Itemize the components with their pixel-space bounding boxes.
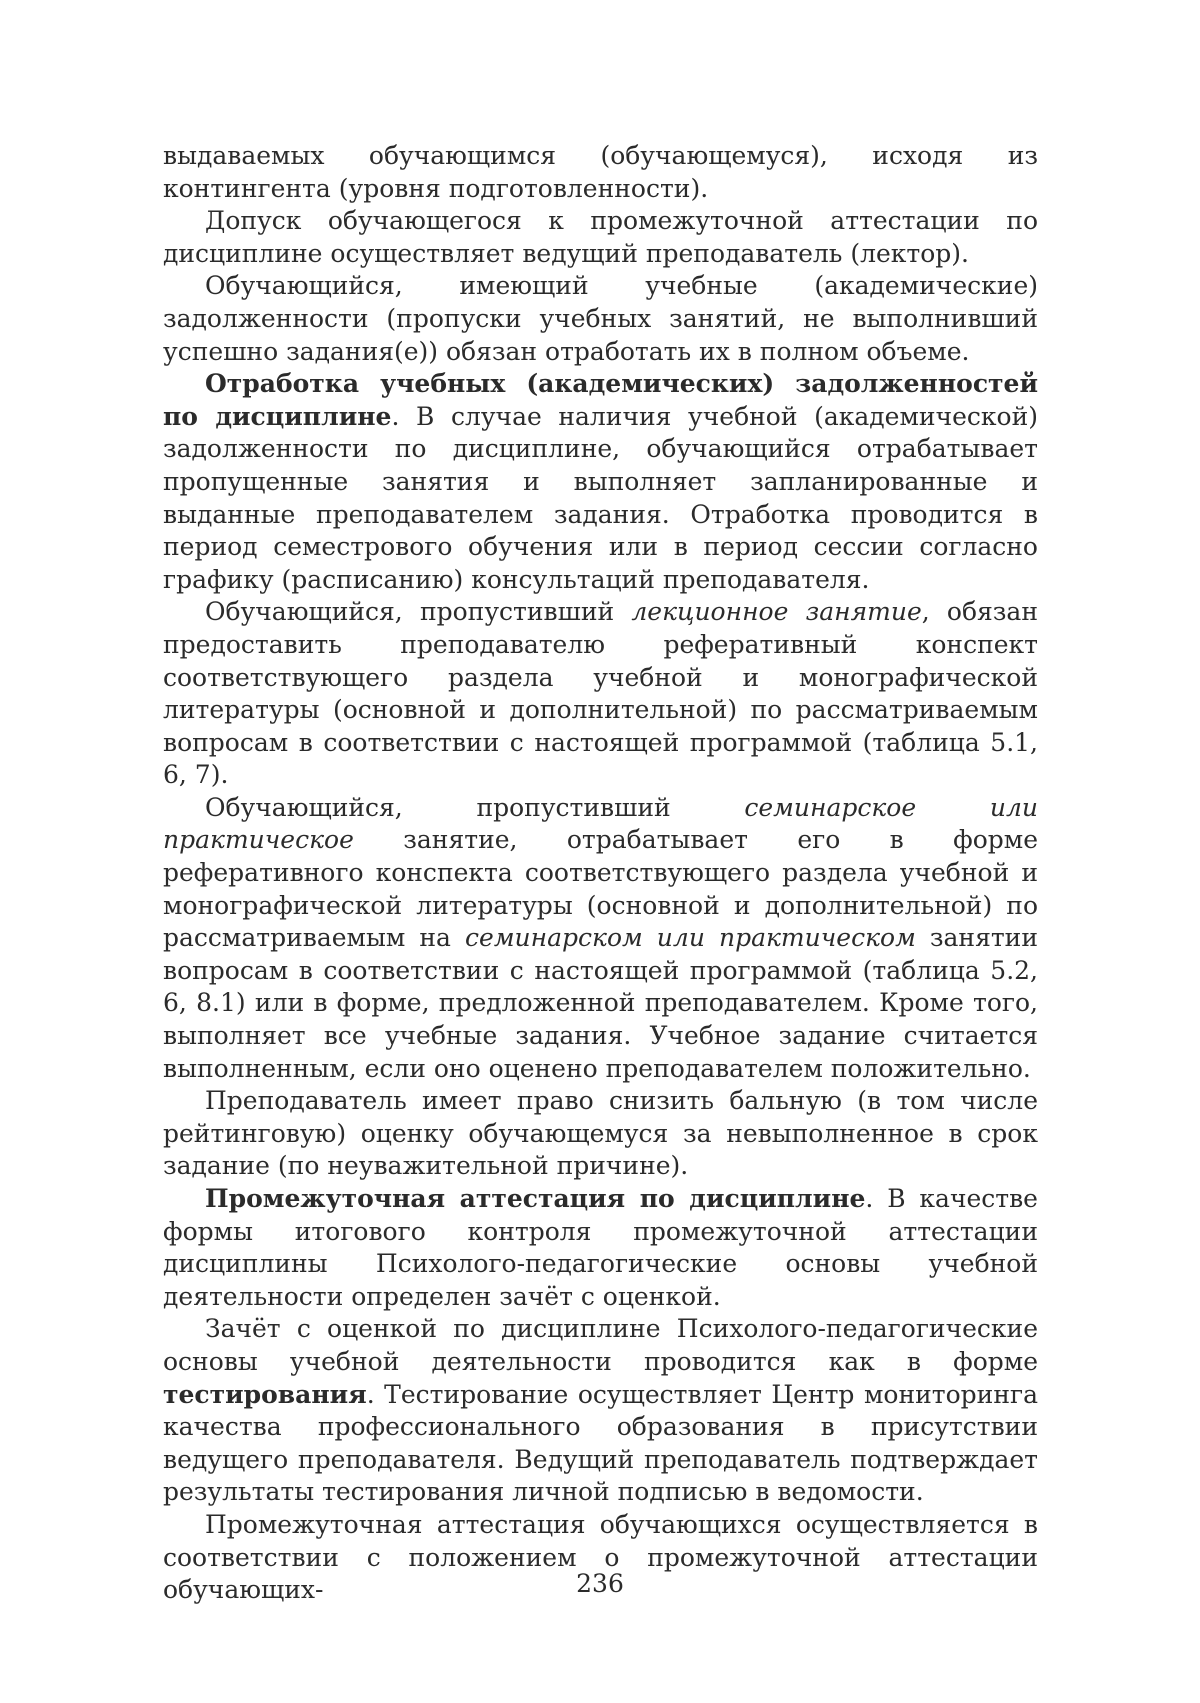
paragraph — [163, 792, 1038, 1085]
page-body — [163, 140, 1038, 1607]
paragraph: выдаваемых обучающимся (обучающемуся), исходя из контингента (уровня подготовленности). — [163, 141, 1038, 203]
italic-term: семинарское или практическое — [163, 792, 1038, 855]
paragraph-text: . В случае наличия учебной (академической) задолженности по дисциплине, обучающийся отрабатывает пропущенные занятия и выполняет запланированные и выданные преподавателем задания. Отработка проводится в период семестрового обучения или в период сессии согласно графику (расписанию) консультаций преподавателя. — [163, 401, 1038, 594]
section-heading: Отработка учебных (академических) задолженностей по дисциплине — [163, 369, 1038, 431]
paragraph-text: занятии вопросам в соответствии с настоящей программой (таблица 5.2, 6, 8.1) или в форме, предложенной преподавателем. Кроме того, выполняет все учебные задания. Учебное задание считается выполненным, если оно оценено преподавателем положительно. — [163, 923, 1038, 1083]
italic-term: лекционное занятие — [631, 597, 922, 627]
paragraph-text: занятие, отрабатывает его в форме реферативного конспекта соответствующего раздела учебной и монографической литературы (основной и дополнительной) по рассматриваемым на — [163, 825, 1038, 953]
paragraph — [163, 1183, 1038, 1313]
paragraph — [163, 368, 1038, 596]
bold-term: тестирования — [163, 1379, 367, 1409]
paragraph-text: Зачёт с оценкой по дисциплине Психолого-педагогические основы учебной деятельности проводится как в форме — [163, 1314, 1038, 1376]
paragraph-text: . В качестве формы итогового контроля промежуточной аттестации дисциплины Психолого-педагогические основы учебной деятельности определен зачёт с оценкой. — [163, 1184, 1038, 1311]
section-heading: Промежуточная аттестация по дисциплине — [205, 1184, 866, 1213]
paragraph — [163, 596, 1038, 792]
paragraph-text: Обучающийся, пропустивший — [205, 597, 632, 627]
paragraph-text: , обязан предоставить преподавателю реферативный конспект соответствующего раздела учебной и монографической литературы (основной и дополнительной) по рассматриваемым вопросам в соответствии с настоящей программой (таблица 5.1, 6, 7). — [163, 597, 1038, 790]
paragraph: Допуск обучающегося к промежуточной аттестации по дисциплине осуществляет ведущий преподаватель (лектор). — [163, 206, 1038, 268]
paragraph: Преподаватель имеет право снизить бальную (в том числе рейтинговую) оценку обучающемуся за невыполненное в срок задание (по неуважительной причине). — [163, 1086, 1038, 1181]
italic-term: семинарском или практическом — [465, 923, 916, 953]
page-number: 236 — [576, 1569, 624, 1598]
paragraph: Обучающийся, имеющий учебные (академические) задолженности (пропуски учебных занятий, не выполнивший успешно задания(е)) обязан отработать их в полном объеме. — [163, 271, 1038, 366]
paragraph-text: . Тестирование осуществляет Центр мониторинга качества профессионального образования в присутствии ведущего преподавателя. Ведущий преподаватель подтверждает результаты тестирования личной подписью в ведомости. — [163, 1379, 1038, 1507]
paragraph: Промежуточная аттестация обучающихся осуществляется в соответствии с положением о промежуточной аттестации обучающих- — [163, 1509, 1038, 1605]
paragraph-text: Обучающийся, пропустивший — [205, 792, 745, 822]
paragraph — [163, 1313, 1038, 1509]
